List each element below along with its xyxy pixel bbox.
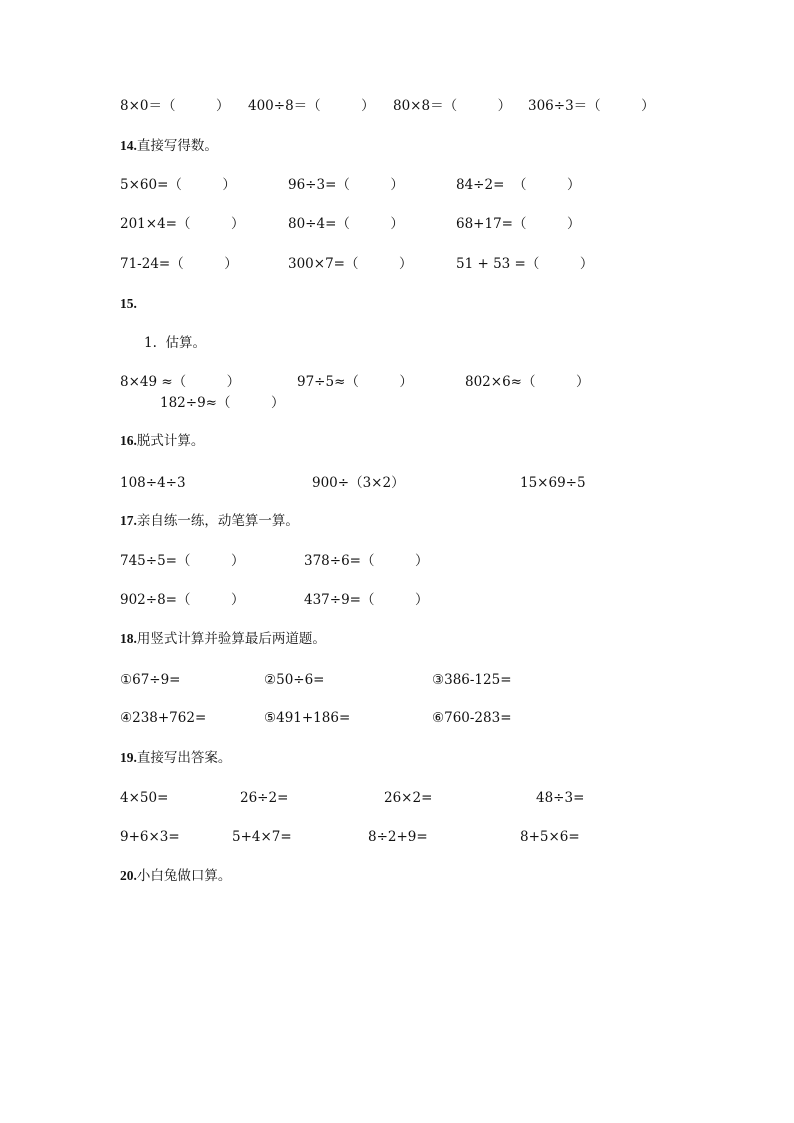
- q19-r1-c4: 48÷3=: [536, 790, 585, 806]
- q15-item-3: 802×6≈（ ）: [465, 374, 590, 390]
- q14-title: 直接写得数。: [136, 138, 218, 154]
- q16-item-1: 108÷4÷3: [120, 475, 186, 491]
- q15-item-1: 8×49 ≈（ ）: [120, 374, 241, 390]
- q16-item-3: 15×69÷5: [520, 475, 586, 491]
- q19-r2-c1: 9+6×3=: [120, 829, 180, 845]
- q15-item-4: 182÷9≈（ ）: [160, 395, 285, 411]
- q17-r2-c1: 902÷8=（ ）: [120, 592, 245, 608]
- q18-r1-c1: ①67÷9=: [120, 672, 181, 688]
- q19-heading: [120, 749, 231, 767]
- q15-number: 15.: [120, 296, 137, 311]
- q14-number: 14.: [120, 138, 137, 153]
- q19-r2-c4: 8+5×6=: [520, 829, 580, 845]
- q16-heading: [120, 432, 204, 450]
- q19-r1-c1: 4×50=: [120, 790, 169, 806]
- q15-heading: [120, 295, 137, 313]
- q18-r1-c3: ③386-125=: [432, 672, 512, 688]
- q18-r2-c1: ④238+762=: [120, 710, 207, 726]
- q14-r2-c1: 201×4=（ ）: [120, 216, 245, 232]
- q20-title: 小白兔做口算。: [136, 868, 232, 884]
- q14-r3-c2: 300×7=（ ）: [288, 256, 413, 272]
- q19-r2-c3: 8÷2+9=: [368, 829, 428, 845]
- q15-subheading: 1. 估算。: [144, 335, 206, 351]
- row13-item-2: 400÷8＝（ ）: [248, 98, 375, 114]
- q19-number: 19.: [120, 750, 137, 765]
- q18-r2-c3: ⑥760-283=: [432, 710, 512, 726]
- q14-heading: [120, 137, 218, 155]
- q19-r1-c2: 26÷2=: [240, 790, 289, 806]
- q18-r2-c2: ⑤491+186=: [264, 710, 351, 726]
- q14-r2-c2: 80÷4=（ ）: [288, 216, 404, 232]
- q19-title: 直接写出答案。: [136, 750, 232, 766]
- row13-item-1: 8×0＝（ ）: [120, 98, 230, 114]
- q16-number: 16.: [120, 433, 137, 448]
- q14-r2-c3: 68+17=（ ）: [456, 216, 581, 232]
- q19-r1-c3: 26×2=: [384, 790, 433, 806]
- q18-r1-c2: ②50÷6=: [264, 672, 325, 688]
- q14-r3-c1: 71-24=（ ）: [120, 256, 238, 272]
- q14-r1-c2: 96÷3=（ ）: [288, 177, 404, 193]
- q18-number: 18.: [120, 631, 137, 646]
- q16-title: 脱式计算。: [136, 433, 205, 449]
- q17-heading: [120, 512, 299, 530]
- q14-r1-c3: 84÷2= （ ）: [456, 177, 581, 193]
- q17-number: 17.: [120, 513, 137, 528]
- q16-item-2: 900÷（3×2）: [312, 475, 405, 491]
- q17-r1-c1: 745÷5=（ ）: [120, 553, 245, 569]
- q17-title: 亲自练一练，动笔算一算。: [136, 513, 299, 529]
- q17-r2-c2: 437÷9=（ ）: [304, 592, 429, 608]
- q20-heading: [120, 867, 231, 885]
- q15-item-2: 97÷5≈（ ）: [297, 374, 413, 390]
- row13-item-4: 306÷3＝（ ）: [528, 98, 655, 114]
- q17-r1-c2: 378÷6=（ ）: [304, 553, 429, 569]
- q19-r2-c2: 5+4×7=: [232, 829, 292, 845]
- q14-r3-c3: 51 + 53 =（ ）: [456, 256, 594, 272]
- row13-item-3: 80×8＝（ ）: [393, 98, 512, 114]
- q18-title: 用竖式计算并验算最后两道题。: [136, 631, 326, 647]
- q14-r1-c1: 5×60=（ ）: [120, 177, 236, 193]
- q20-number: 20.: [120, 868, 137, 883]
- q18-heading: [120, 630, 326, 648]
